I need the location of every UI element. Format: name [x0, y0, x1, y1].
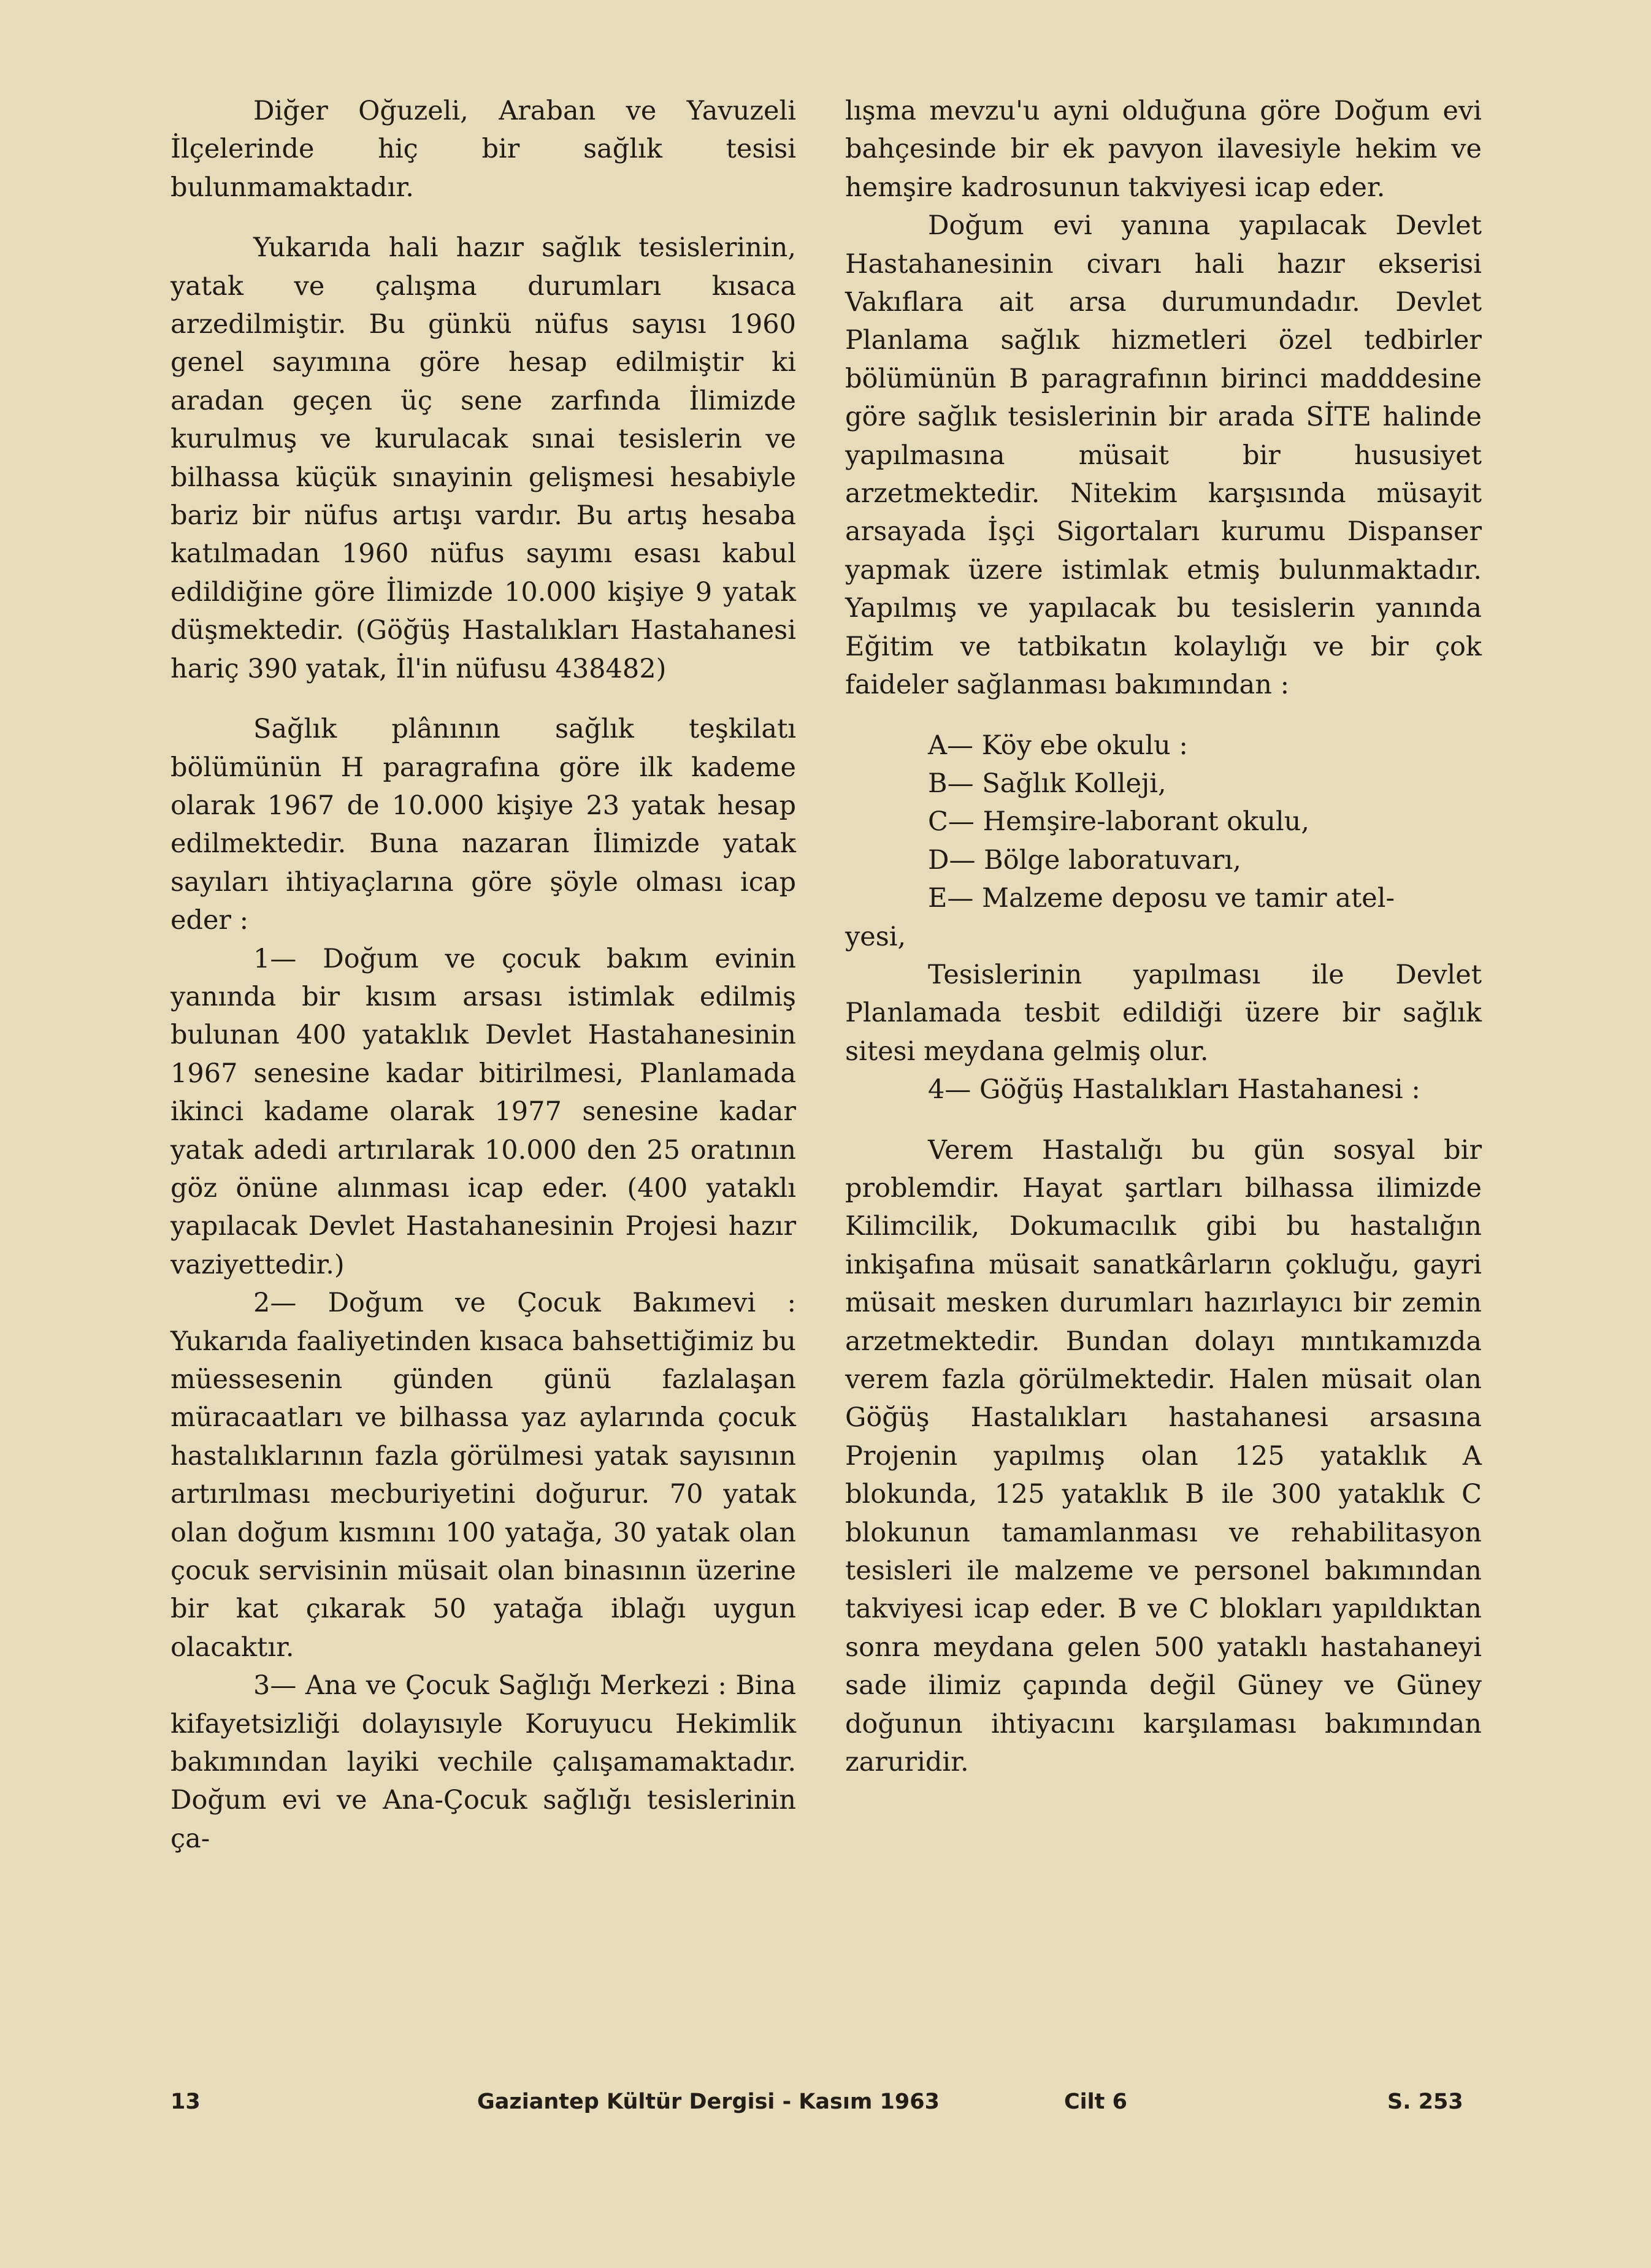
left-column: [170, 92, 796, 1858]
left-paragraph-6: 3— Ana ve Çocuk Sağlığı Merkezi : Bina kifayetsizliği dolayısıyle Koruyucu Hekimlik bakımından layiki vechile çalışamamaktadır. Doğum evi ve Ana-Çocuk sağlığı tesislerinin ça-: [170, 1670, 796, 1854]
left-paragraph-2: Yukarıda hali hazır sağlık tesislerinin, yatak ve çalışma durumları kısaca arzedilmiştir. Bu günkü nüfus sayısı 1960 genel sayımına göre hesap edilmiştir ki aradan geçen üç sene zarfında İlimizde kurulmuş ve kurulacak sınai tesislerin ve bilhassa küçük sınayinin gelişmesi hesabiyle bariz bir nüfus artışı vardır. Bu artış hesaba katılmadan 1960 nüfus sayımı esası kabul edildiğine göre İlimizde 10.000 kişiye 9 yatak düşmektedir. (Göğüş Hastalıkları Hastahanesi hariç 390 yatak, İl'in nüfusu 438482): [170, 232, 796, 684]
page-reference: S. 253: [1387, 2090, 1463, 2114]
left-paragraph-1: Diğer Oğuzeli, Araban ve Yavuzeli İlçelerinde hiç bir sağlık tesisi bulunmamaktadır.: [170, 96, 796, 203]
list-item: E— Malzeme deposu ve tamir atel-: [928, 883, 1395, 914]
facility-list: [845, 727, 1482, 918]
list-item: D— Bölge laboratuvarı,: [928, 844, 1241, 876]
list-item: C— Hemşire-laborant okulu,: [928, 806, 1310, 838]
right-column: [845, 92, 1482, 1781]
volume-label: Cilt 6: [1064, 2090, 1127, 2114]
page-number: 13: [170, 2090, 201, 2114]
list-item: B— Sağlık Kolleji,: [928, 768, 1166, 799]
list-tail: yesi,: [845, 921, 906, 952]
right-paragraph-2: Doğum evi yanına yapılacak Devlet Hastahanesinin civarı hali hazır ekserisi Vakıflara ait arsa durumundadır. Devlet Planlama sağlık hizmetleri özel tedbirler bölümünün B paragrafının birinci madddesine göre sağlık tesislerinin bir arada SİTE halinde yapılmasına müsait bir hususiyet arzetmektedir. Nitekim karşısında müsayit arsayada İşçi Sigortaları kurumu Dispanser yapmak üzere istimlak etmiş bulunmaktadır. Yapılmış ve yapılacak bu tesislerin yanında Eğitim ve tatbikatın kolaylığı ve bir çok faideler sağlanması bakımından :: [845, 210, 1482, 701]
left-paragraph-3: Sağlık plânının sağlık teşkilatı bölümünün H paragrafına göre ilk kademe olarak 1967 de 10.000 kişiye 23 yatak hesap edilmektedir. Buna nazaran İlimizde yatak sayıları ihtiyaçlarına göre şöyle olması icap eder :: [170, 714, 796, 936]
list-item: A— Köy ebe okulu :: [928, 730, 1188, 761]
right-paragraph-1: lışma mevzu'u ayni olduğuna göre Doğum evi bahçesinde bir ek pavyon ilavesiyle hekim ve hemşire kadrosunun takviyesi icap eder.: [845, 96, 1482, 203]
left-paragraph-4: 1— Doğum ve çocuk bakım evinin yanında bir kısım arsası istimlak edilmiş bulunan 400 yataklık Devlet Hastahanesinin 1967 senesine kadar bitirilmesi, Planlamada ikinci kadame olarak 1977 senesine kadar yatak adedi artırılarak 10.000 den 25 oratının göz önüne alınması icap eder. (400 yataklı yapılacak Devlet Hastahanesinin Projesi hazır vaziyettedir.): [170, 943, 796, 1280]
left-paragraph-5: 2— Doğum ve Çocuk Bakımevi : Yukarıda faaliyetinden kısaca bahsettiğimiz bu müessesenin günden günü fazlalaşan müracaatları ve bilhassa yaz aylarında çocuk hastalıklarının fazla görülmesi yatak sayısının artırılması mecburiyetini doğurur. 70 yatak olan doğum kısmını 100 yatağa, 30 yatak olan çocuk servisinin müsait olan binasının üzerine bir kat çıkarak 50 yatağa iblağı uygun olacaktır.: [170, 1288, 796, 1663]
right-paragraph-3: Tesislerinin yapılması ile Devlet Planlamada tesbit edildiği üzere bir sağlık sitesi meydana gelmiş olur.: [845, 959, 1482, 1067]
page-footer: [0, 2090, 1651, 2126]
journal-title: Gaziantep Kültür Dergisi - Kasım 1963: [477, 2090, 940, 2114]
right-paragraph-5: Verem Hastalığı bu gün sosyal bir problemdir. Hayat şartları bilhassa ilimizde Kilimcilik, Dokumacılık gibi bu hastalığın inkişafına müsait sanatkârların çokluğu, gayri müsait mesken durumları hazırlayıcı bir zemin arzetmektedir. Bundan dolayı mıntıkamızda verem fazla görülmektedir. Halen müsait olan Göğüş Hastalıkları hastahanesi arsasına Projenin yapılmış olan 125 yataklık A blokunda, 125 yataklık B ile 300 yataklık C blokunun tamamlanması ve rehabilitasyon tesisleri ile malzeme ve personel bakımından takviyesi icap eder. B ve C blokları yapıldıktan sonra meydana gelen 500 yataklı hastahaneyi sade ilimiz çapında değil Güney ve Güney doğunun ihtiyacını karşılaması bakımından zaruridir.: [845, 1134, 1482, 1778]
right-paragraph-4: 4— Göğüş Hastalıkları Hastahanesi :: [928, 1074, 1420, 1105]
